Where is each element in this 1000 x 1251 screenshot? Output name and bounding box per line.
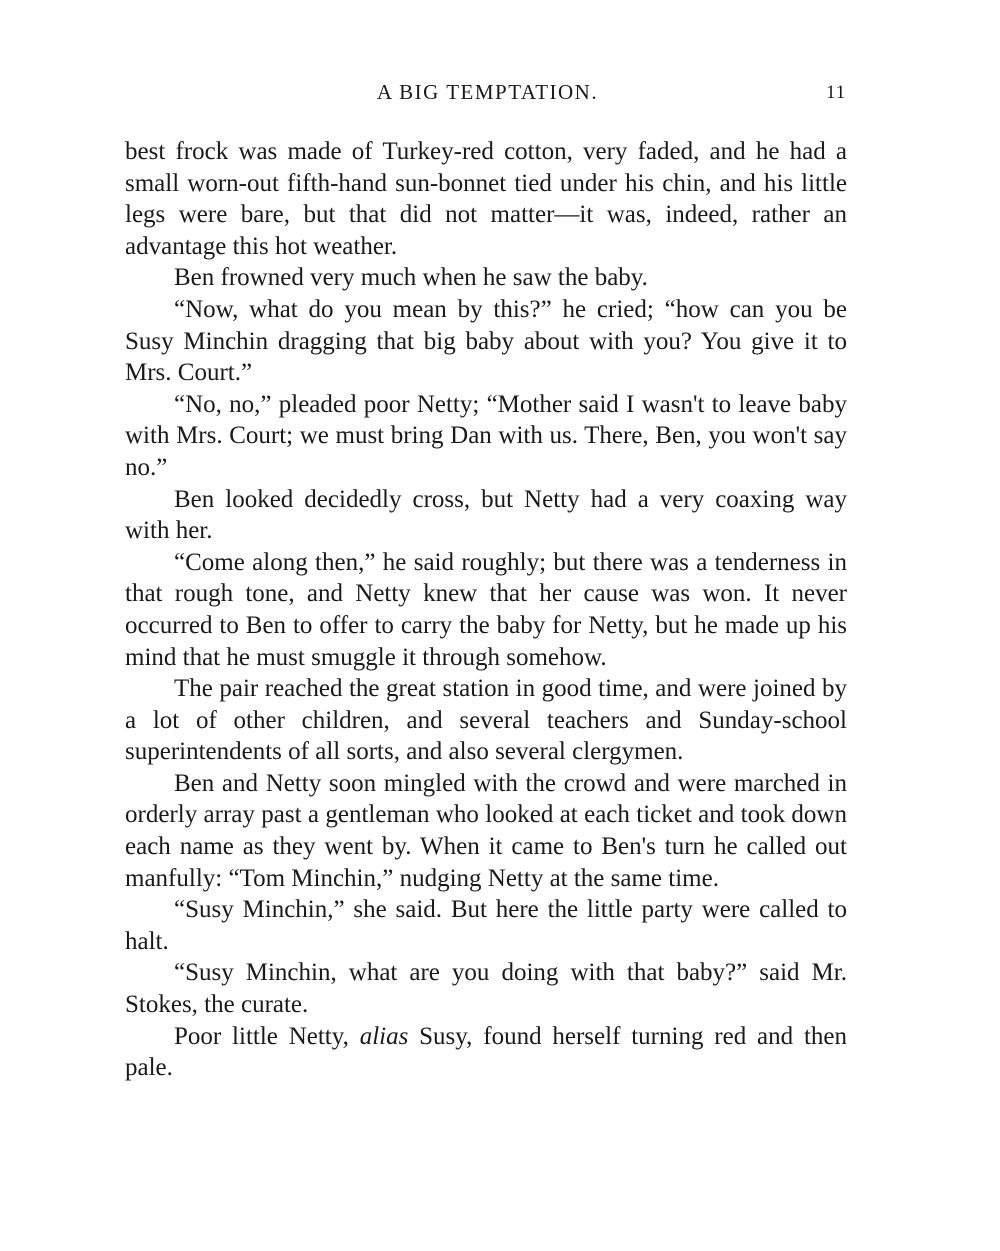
body-text xyxy=(125,136,847,1084)
page-number: 11 xyxy=(826,82,847,103)
text-run: Poor little Netty, xyxy=(174,1022,360,1050)
paragraph: “Susy Minchin,” she said. But here the little party were called to halt. xyxy=(125,896,847,955)
paragraph-last xyxy=(125,1021,847,1084)
paragraph: Ben frowned very much when he saw the baby. xyxy=(174,264,648,292)
italic-word: alias xyxy=(359,1022,409,1050)
paragraph: “No, no,” pleaded poor Netty; “Mother said I wasn't to leave baby with Mrs. Court; we must bring Dan with us. There, Ben, you won't say no.” xyxy=(125,390,847,481)
paragraph: “Now, what do you mean by this?” he cried; “how can you be Susy Minchin dragging that big baby about with you? You give it to Mrs. Court.” xyxy=(125,295,847,387)
paragraph: “Susy Minchin, what are you doing with that baby?” said Mr. Stokes, the curate. xyxy=(125,959,847,1019)
paragraph: “Come along then,” he said roughly; but there was a tenderness in that rough tone, and Netty knew that her cause was won. It never occurred to Ben to offer to carry the baby for Netty, but he made up his mind that he must smuggle it through somehow. xyxy=(125,548,847,671)
paragraph: Ben looked decidedly cross, but Netty had a very coaxing way with her. xyxy=(125,485,847,545)
paragraph: Ben and Netty soon mingled with the crowd and were marched in orderly array past a gentleman who looked at each ticket and took down each name as they went by. When it came to Ben's turn he called out manfully: “Tom Minchin,” nudging Netty at the same time. xyxy=(125,769,847,892)
paragraph: The pair reached the great station in good time, and were joined by a lot of other children, and several teachers and Sunday-school superintendents of all sorts, and also several clergymen. xyxy=(125,675,847,766)
page-header xyxy=(0,80,1000,110)
paragraph-continued: best frock was made of Turkey-red cotton, very faded, and he had a small worn-out fifth-hand sun-bonnet tied under his chin, and his little legs were bare, but that did not matter—it was, indeed, rather an advantage this hot weather. xyxy=(125,138,847,260)
running-title: A BIG TEMPTATION. xyxy=(376,80,599,104)
text-run: Susy, found herself turning red and then pale. xyxy=(125,1022,847,1082)
